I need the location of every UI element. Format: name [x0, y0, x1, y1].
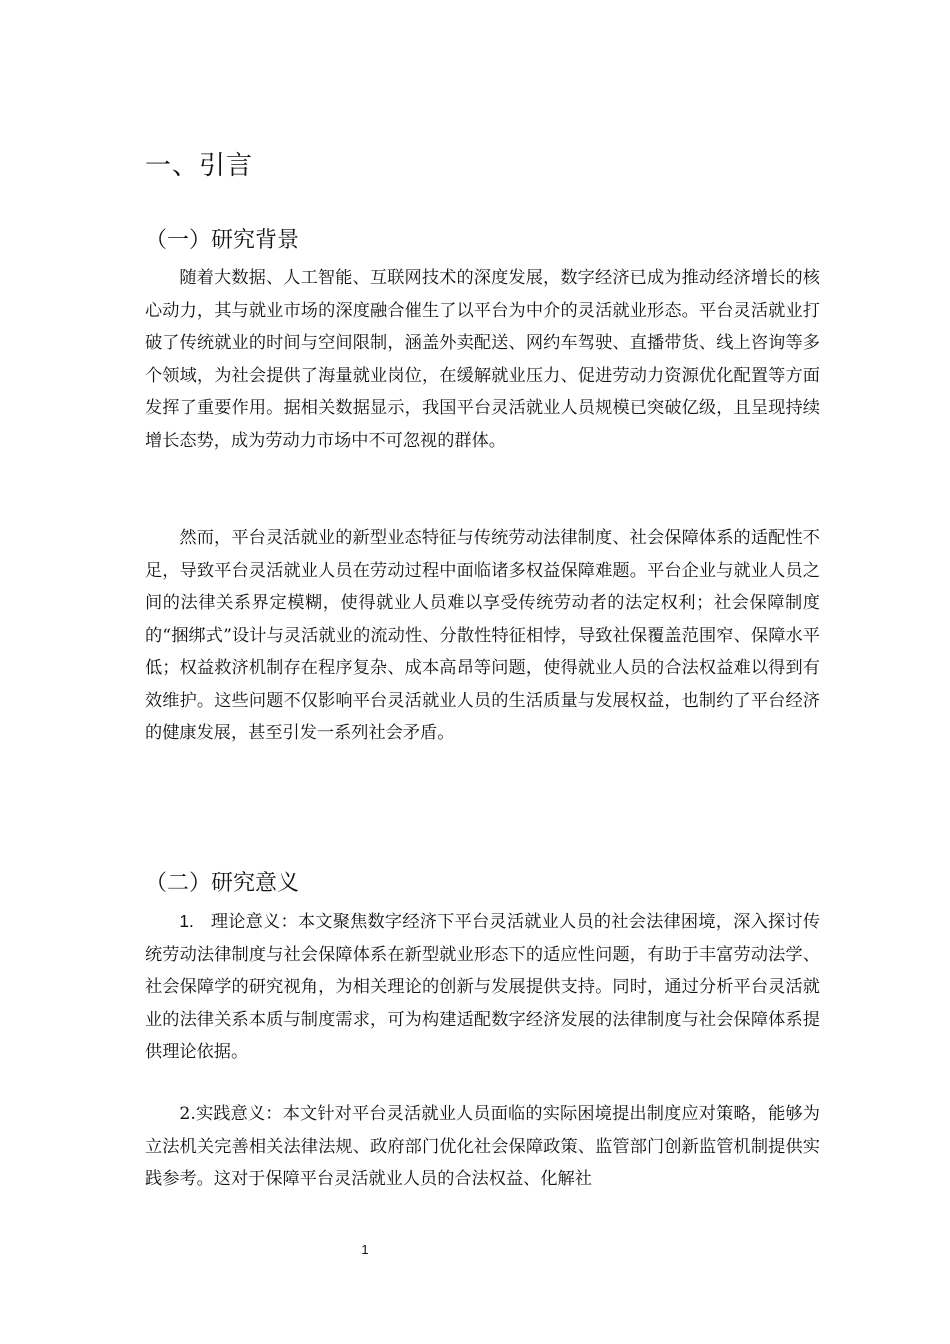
paragraph-significance-2: 2.实践意义：本文针对平台灵活就业人员面临的实际困境提出制度应对策略，能够为立法机关完善相关法律法规、政府部门优化社会保障政策、监管部门创新监管机制提供实践参考。这对于保障平台灵活就业人员的合法权益、化解社 [145, 1104, 820, 1189]
paragraph-background-1: 随着大数据、人工智能、互联网技术的深度发展，数字经济已成为推动经济增长的核心动力，其与就业市场的深度融合催生了以平台为中介的灵活就业形态。平台灵活就业打破了传统就业的时间与空间限制，涵盖外卖配送、网约车驾驶、直播带货、线上咨询等多个领域，为社会提供了海量就业岗位，在缓解就业压力、促进劳动力资源优化配置等方面发挥了重要作用。据相关数据显示，我国平台灵活就业人员规模已突破亿级，且呈现持续增长态势，成为劳动力市场中不可忽视的群体。 [145, 268, 820, 451]
section-heading: 一、引言 [145, 151, 254, 181]
paragraph-background-2: 然而，平台灵活就业的新型业态特征与传统劳动法律制度、社会保障体系的适配性不足，导致平台灵活就业人员在劳动过程中面临诸多权益保障难题。平台企业与就业人员之间的法律关系界定模糊，使得就业人员难以享受传统劳动者的法定权利；社会保障制度的“捆绑式”设计与灵活就业的流动性、分散性特征相悖，导致社保覆盖范围窄、保障水平低；权益救济机制存在程序复杂、成本高昂等问题，使得就业人员的合法权益难以得到有效维护。这些问题不仅影响平台灵活就业人员的生活质量与发展权益，也制约了平台经济的健康发展，甚至引发一系列社会矛盾。 [145, 528, 820, 743]
page-number: 1 [361, 1242, 369, 1257]
page-footer [0, 1242, 730, 1257]
list-number: 1. [179, 911, 194, 931]
paragraph-significance-1 [145, 905, 820, 1069]
subheading-significance: （二）研究意义 [145, 871, 300, 896]
paragraph-significance-1-text: 理论意义：本文聚焦数字经济下平台灵活就业人员的社会法律困境，深入探讨传统劳动法律制度与社会保障体系在新型就业形态下的适应性问题，有助于丰富劳动法学、社会保障学的研究视角，为相关理论的创新与发展提供支持。同时，通过分析平台灵活就业的法律关系本质与制度需求，可为构建适配数字经济发展的法律制度与社会保障体系提供理论依据。 [145, 912, 821, 1062]
subheading-background: （一）研究背景 [145, 228, 300, 253]
